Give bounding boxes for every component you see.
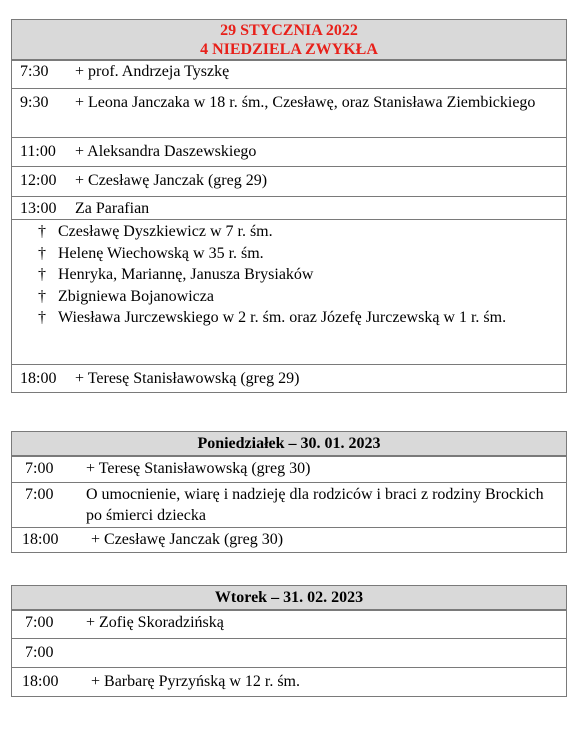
mass-time: 18:00 [22,673,59,690]
tuesday-header: Wtorek – 31. 02. 2023 [12,586,566,610]
mass-intention: + Barbarę Pyrzyńską w 12 r. śm. [91,673,300,690]
mass-row [12,482,566,527]
cross-icon: † [38,266,46,283]
cross-icon: † [38,287,46,305]
list-item: † Helenę Wiechowską w 35 r. śm. [38,243,558,265]
mass-intention [77,642,566,667]
sunday-title: 4 NIEDZIELA ZWYKŁA [200,41,378,58]
mass-intention: + Czesławę Janczak (greg 30) [91,531,284,548]
mass-row [12,527,566,552]
mass-time: 9:30 [20,94,49,111]
mass-intention: + Teresę Stanisławowską (greg 29) [75,370,300,387]
list-item: † Zbigniewa Bojanowicza [38,286,558,308]
mass-row [12,196,566,219]
mass-time: 7:00 [25,460,54,477]
monday-header: Poniedziałek – 30. 01. 2023 [12,432,566,456]
mass-time: 7:00 [25,614,54,631]
mass-row [12,60,566,88]
mass-row [12,166,566,196]
mass-time: 7:00 [25,486,54,503]
monday-schedule [11,431,567,553]
mass-time: 7:00 [25,644,54,661]
mass-row [12,88,566,137]
mass-row [12,137,566,166]
mass-time: 7:30 [20,63,49,80]
mass-intention: + Leona Janczaka w 18 r. śm., Czesławę, oraz Stanisława Ziembickiego [75,94,536,111]
cross-icon: † [38,244,46,262]
mass-row [12,456,566,482]
mass-time: 18:00 [20,370,57,387]
mass-intention: O umocnienie, wiarę i nadzieję dla rodziców i braci z rodziny Brockich po śmierci dziecka [86,486,544,524]
sunday-schedule [11,19,567,393]
cross-icon: † [38,309,46,326]
mass-intention: + Aleksandra Daszewskiego [75,143,257,160]
mass-intention: Za Parafian [75,200,150,217]
mass-time: 12:00 [20,172,57,189]
mass-intention: + Teresę Stanisławowską (greg 30) [86,460,311,477]
mass-row [12,667,566,696]
mass-intention: + Zofię Skoradzińską [86,614,224,631]
mass-row [12,638,566,667]
mass-time: 18:00 [22,531,59,548]
cross-icon: † [38,223,46,240]
mass-row [12,364,566,392]
mass-row [12,610,566,638]
list-item: † Wiesława Jurczewskiego w 2 r. śm. oraz Józefę Jurczewską w 1 r. śm. [38,307,558,329]
list-item: † Henryka, Mariannę, Janusza Brysiaków [38,264,558,286]
sunday-header [12,20,566,60]
sunday-date: 29 STYCZNIA 2022 [220,22,358,39]
deceased-list [12,219,566,364]
list-item: † Czesławę Dyszkiewicz w 7 r. śm. [38,221,558,243]
tuesday-schedule [11,585,567,697]
mass-intention: + prof. Andrzeja Tyszkę [75,63,230,80]
mass-intention: + Czesławę Janczak (greg 29) [75,172,268,189]
mass-time: 13:00 [20,200,57,217]
mass-time: 11:00 [20,143,56,160]
